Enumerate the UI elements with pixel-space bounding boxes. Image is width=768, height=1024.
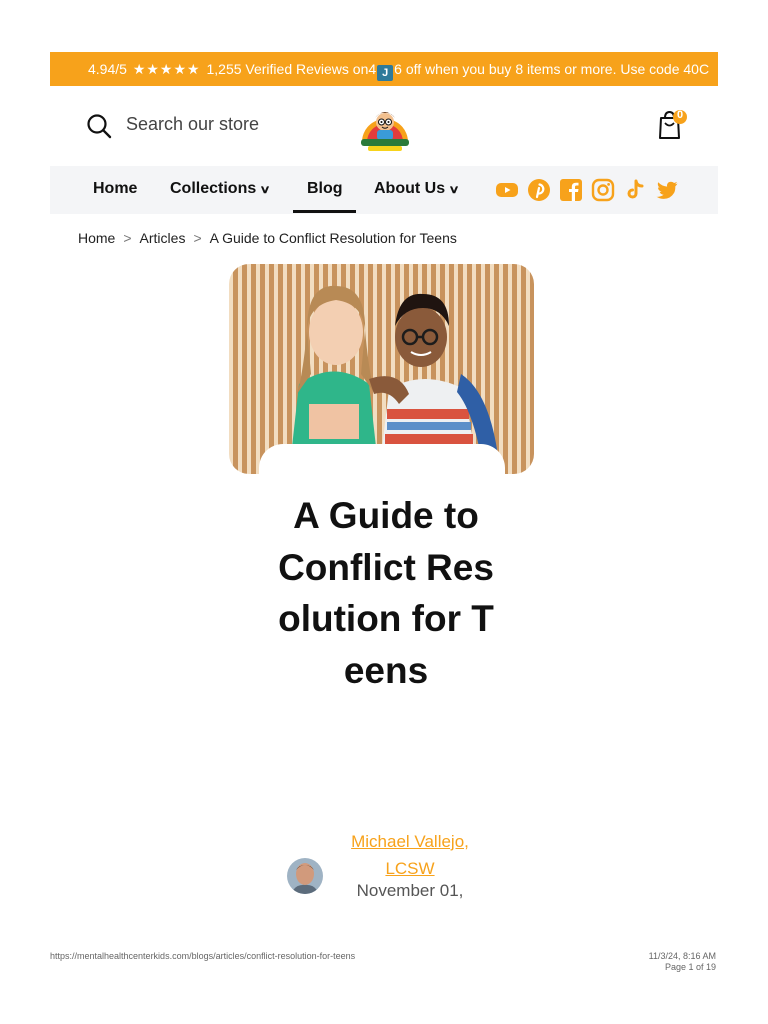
judgeme-badge-icon: J — [377, 65, 393, 81]
nav-item-collections[interactable] — [170, 166, 269, 214]
print-footer-page: Page 1 of 19 — [664, 962, 716, 972]
search-input[interactable]: Search our store — [126, 114, 260, 134]
cart-button[interactable] — [656, 108, 690, 142]
nav-item-home[interactable] — [93, 166, 137, 214]
nav-label: Home — [93, 180, 138, 197]
print-footer-meta — [649, 951, 716, 973]
chevron-down-icon: ∨ — [259, 184, 271, 196]
breadcrumb-home[interactable]: Home — [78, 230, 116, 246]
author-link[interactable]: Michael Vallejo, LCSW — [351, 832, 469, 878]
article-title: A Guide to Conflict Resolution for Teens — [278, 495, 494, 691]
nav-label: About Us — [374, 180, 446, 197]
promo-digit: 4 — [368, 61, 377, 77]
publish-date: November 01, — [356, 881, 464, 900]
search-icon[interactable] — [86, 113, 112, 139]
chevron-right-icon: > — [193, 230, 202, 246]
page — [50, 52, 718, 900]
cart-count: 0 — [676, 109, 684, 121]
main-nav — [50, 166, 718, 214]
breadcrumb-current: A Guide to Conflict Resolution for Teens — [209, 230, 457, 246]
chevron-down-icon: ∨ — [448, 184, 460, 196]
nav-label: Collections — [170, 180, 257, 197]
nav-label: Blog — [307, 180, 343, 197]
site-header — [50, 86, 718, 166]
reviews-text: 1,255 Verified Reviews on — [206, 61, 369, 77]
site-logo[interactable] — [358, 102, 412, 152]
facebook-icon[interactable] — [559, 178, 583, 202]
rating-score: 4.94/5 — [88, 61, 127, 77]
breadcrumb-articles[interactable]: Articles — [139, 230, 186, 246]
twitter-icon[interactable] — [655, 178, 679, 202]
tiktok-icon[interactable] — [623, 178, 647, 202]
nav-item-about-us[interactable] — [374, 166, 458, 214]
nav-active-indicator — [293, 210, 356, 213]
hero-image — [229, 264, 534, 474]
nav-item-blog[interactable] — [307, 166, 343, 214]
print-footer-datetime: 11/3/24, 8:16 AM — [648, 951, 716, 961]
announcement-bar[interactable] — [50, 52, 718, 86]
pinterest-icon[interactable] — [527, 178, 551, 202]
chevron-right-icon: > — [123, 230, 132, 246]
rating-stars: ★★★★★ — [132, 61, 201, 77]
print-footer-url: https://mentalhealthcenterkids.com/blogs/articles/conflict-resolution-for-teens — [50, 951, 356, 961]
author-avatar — [287, 858, 323, 894]
youtube-icon[interactable] — [495, 178, 519, 202]
instagram-icon[interactable] — [591, 178, 615, 202]
promo-text: 6 off when you buy 8 items or more. Use code 40C — [394, 61, 710, 77]
breadcrumb — [78, 230, 457, 246]
